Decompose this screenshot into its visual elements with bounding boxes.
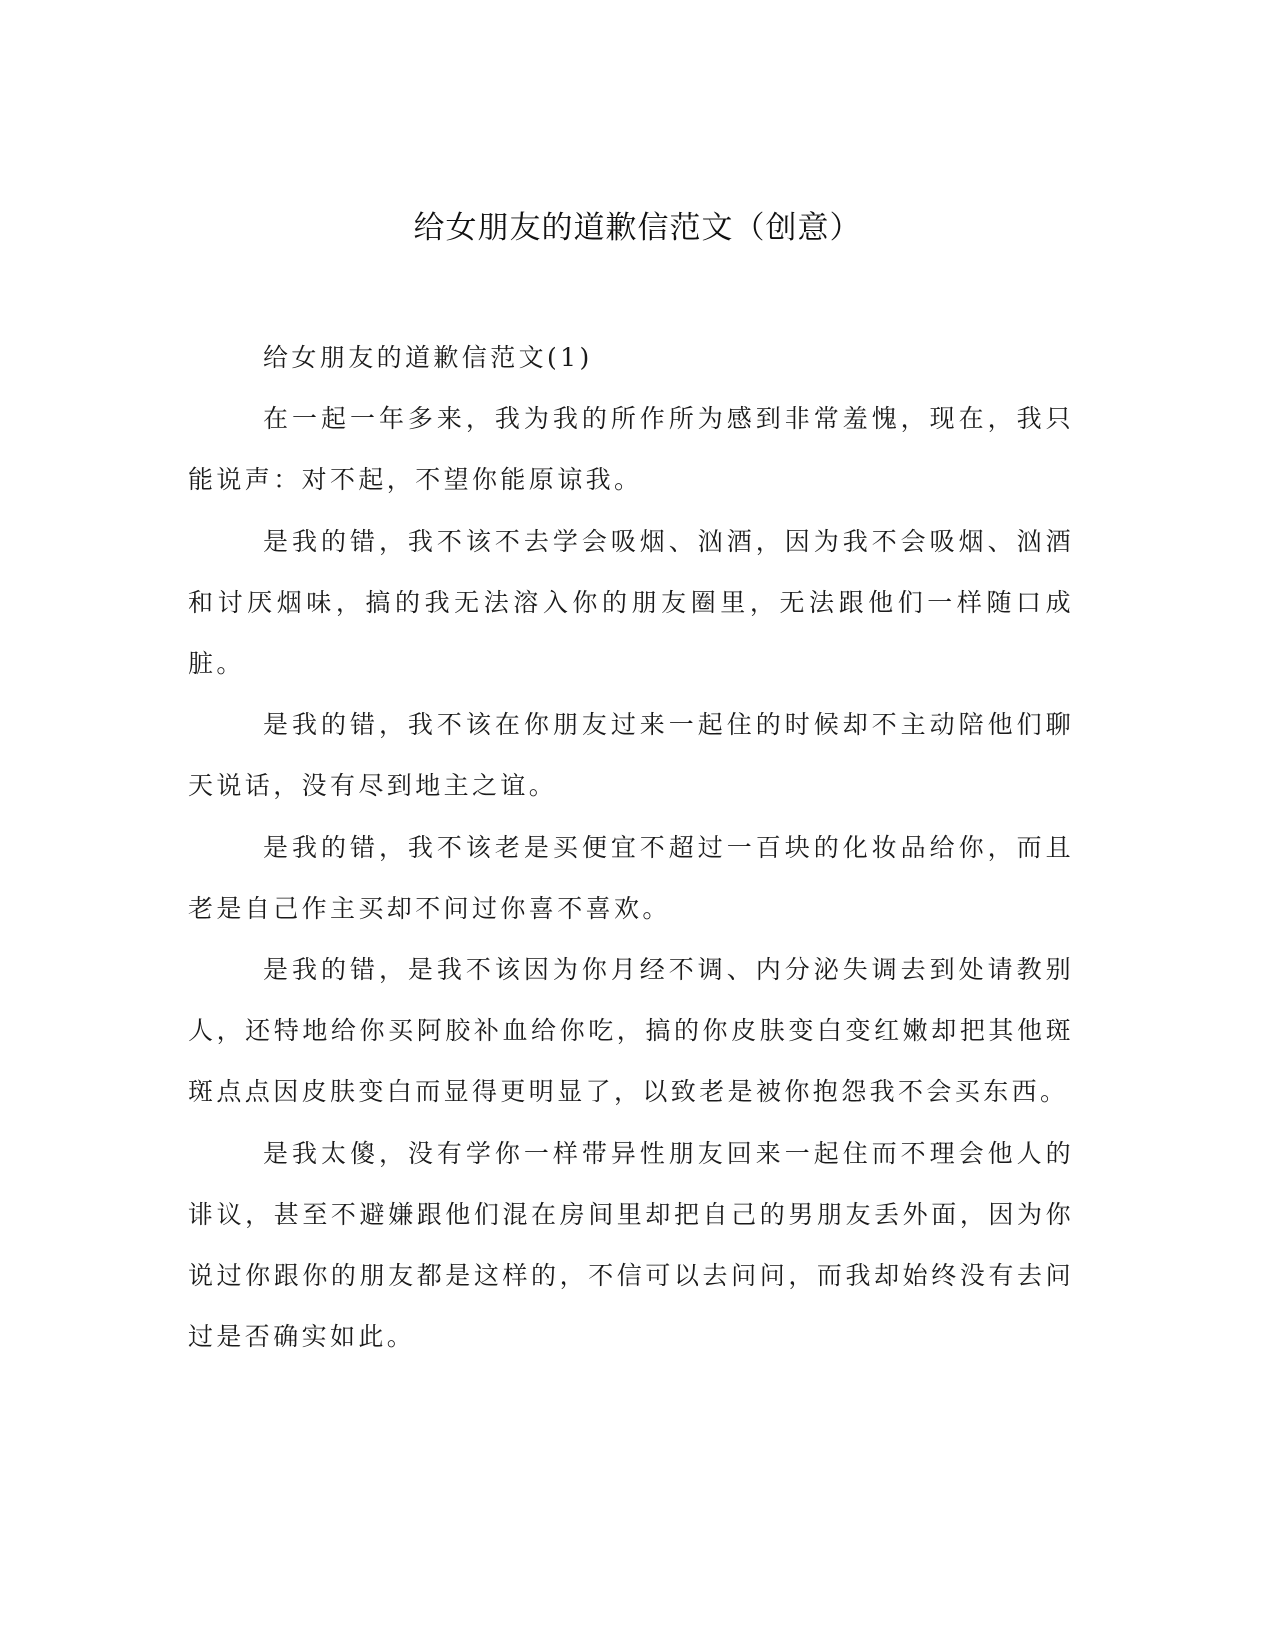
document-body bbox=[188, 327, 1074, 1367]
paragraph: 是我的错，我不该在你朋友过来一起住的时候却不主动陪他们聊天说话，没有尽到地主之谊。 bbox=[188, 710, 1074, 801]
document-title: 给女朋友的道歉信范文（创意） bbox=[413, 210, 862, 246]
paragraph: 是我的错，是我不该因为你月经不调、内分泌失调去到处请教别人，还特地给你买阿胶补血给你吃，搞的你皮肤变白变红嫩却把其他斑斑点点因皮肤变白而显得更明显了，以致老是被你抱怨我不会买东西。 bbox=[188, 955, 1074, 1107]
paragraph: 是我的错，我不该老是买便宜不超过一百块的化妆品给你，而且老是自己作主买却不问过你喜不喜欢。 bbox=[188, 832, 1074, 923]
paragraph: 在一起一年多来，我为我的所作所为感到非常羞愧，现在，我只能说声：对不起，不望你能原谅我。 bbox=[188, 404, 1074, 495]
paragraph: 是我的错，我不该不去学会吸烟、汹酒，因为我不会吸烟、汹酒和讨厌烟味，搞的我无法溶入你的朋友圈里，无法跟他们一样随口成脏。 bbox=[188, 526, 1074, 679]
paragraph: 是我太傻，没有学你一样带异性朋友回来一起住而不理会他人的诽议，甚至不避嫌跟他们混在房间里却把自己的男朋友丢外面，因为你说过你跟你的朋友都是这样的，不信可以去问问，而我却始终没有去问过是否确实如此。 bbox=[188, 1138, 1074, 1352]
paragraph-heading: 给女朋友的道歉信范文(1) bbox=[263, 343, 593, 372]
